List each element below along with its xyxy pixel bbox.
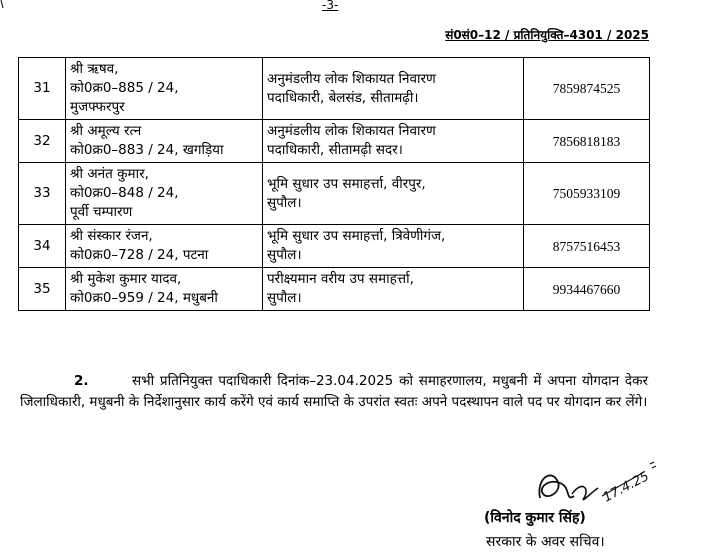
phone-cell: 7505933109: [524, 163, 650, 225]
posting-cell: भूमि सुधार उप समाहर्त्ता, वीरपुर, सुपौल।: [263, 163, 524, 225]
svg-text:17.4.25: 17.4.25: [600, 468, 652, 506]
officer-name-cell: श्री अनंत कुमार, को0क्र0–848 / 24, पूर्वी चम्पारण: [66, 163, 263, 225]
phone-cell: 9934467660: [524, 268, 650, 311]
paragraph-text: सभी प्रतिनियुक्त पदाधिकारी दिनांक–23.04.2025 को समाहरणालय, मधुबनी में अपना योगदान देकर जिलाधिकारी, मधुबनी के निर्देशानुसार कार्य करेंगे एवं कार्य समाप्ति के उपरांत स्वतः अपने पदस्थापन वाले पद पर योगदान कर लेंगे।: [20, 373, 648, 410]
serial-number-cell: 31: [19, 58, 66, 120]
serial-number-cell: 34: [19, 225, 66, 268]
signatory-name: (विनोद कुमार सिंह): [484, 510, 586, 526]
table-row: [19, 58, 650, 120]
reference-number: सं0सं0–12 / प्रतिनियुक्ति–4301 / 2025: [445, 28, 649, 42]
table-row: [19, 163, 650, 225]
posting-cell: भूमि सुधार उप समाहर्त्ता, त्रिवेणीगंज, सुपौल।: [263, 225, 524, 268]
phone-cell: 8757516453: [524, 225, 650, 268]
page-edge-mark: [0, 0, 6, 10]
phone-cell: 7859874525: [524, 58, 650, 120]
phone-cell: 7856818183: [524, 120, 650, 163]
instruction-paragraph: [20, 371, 648, 413]
deputation-table: [18, 57, 650, 311]
posting-cell: अनुमंडलीय लोक शिकायत निवारण पदाधिकारी, सीतामढ़ी सदर।: [263, 120, 524, 163]
table-row: [19, 120, 650, 163]
serial-number-cell: 32: [19, 120, 66, 163]
paragraph-number: 2.: [74, 373, 89, 389]
serial-number-cell: 35: [19, 268, 66, 311]
posting-cell: परीक्ष्यमान वरीय उप समाहर्त्ता, सुपौल।: [263, 268, 524, 311]
posting-cell: अनुमंडलीय लोक शिकायत निवारण पदाधिकारी, बेलसंड, सीतामढ़ी।: [263, 58, 524, 120]
table-row: [19, 225, 650, 268]
officer-name-cell: श्री संस्कार रंजन, को0क्र0–728 / 24, पटना: [66, 225, 263, 268]
serial-number-cell: 33: [19, 163, 66, 225]
officer-name-cell: श्री अमूल्य रत्न को0क्र0–883 / 24, खगड़िया: [66, 120, 263, 163]
table-row: [19, 268, 650, 311]
page-number: -3-: [322, 0, 339, 12]
signatory-designation: सरकार के अवर सचिव।: [486, 534, 605, 550]
officer-name-cell: श्री ऋषव, को0क्र0–885 / 24, मुजफ्फरपुर: [66, 58, 263, 120]
officer-name-cell: श्री मुकेश कुमार यादव, को0क्र0–959 / 24, मधुबनी: [66, 268, 263, 311]
